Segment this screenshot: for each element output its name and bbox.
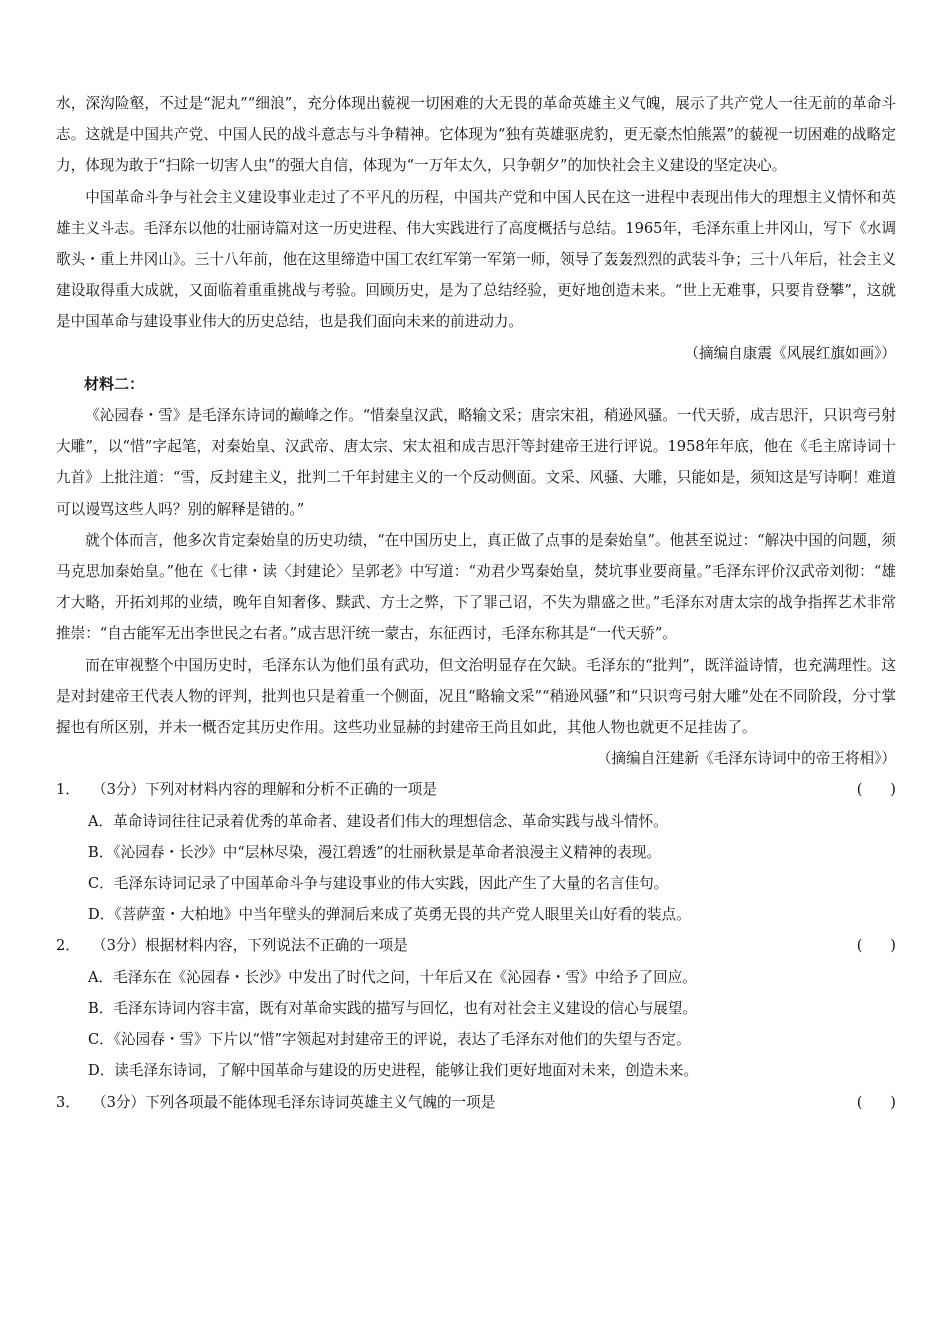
question-number: 2． bbox=[56, 937, 80, 955]
option-1a[interactable]: A．革命诗词往往记录着优秀的革命者、建设者们伟大的理想信念、革命实践与战斗情怀。 bbox=[88, 812, 668, 830]
question-1 bbox=[56, 774, 896, 805]
option-2a[interactable]: A．毛泽东在《沁园春・长沙》中发出了时代之问，十年后又在《沁园春・雪》中给予了回应。 bbox=[88, 968, 697, 986]
answer-bracket[interactable]: ( ) bbox=[856, 937, 896, 955]
option-2d[interactable]: D．读毛泽东诗词，了解中国革命与建设的历史进程，能够让我们更好地面对未来，创造未来。 bbox=[88, 1062, 699, 1080]
material1-source: （摘编自康震《风展红旗如画》） bbox=[684, 344, 896, 362]
exam-page bbox=[56, 88, 896, 1118]
question-stem: （3分）下列各项最不能体现毛泽东诗词英雄主义气魄的一项是 bbox=[92, 1093, 496, 1111]
question-number: 1． bbox=[56, 781, 80, 799]
question-stem: （3分）下列对材料内容的理解和分析不正确的一项是 bbox=[92, 781, 437, 799]
material1-paragraph-2: 中国革命斗争与社会主义建设事业走过了不平凡的历程，中国共产党和中国人民在这一进程中表现出伟大的理想主义情怀和英雄主义斗志。毛泽东以他的壮丽诗篇对这一历史进程、伟大实践进行了高度概括与总结。1965年，毛泽东重上井冈山，写下《水调歌头・重上井冈山》。三十八年前，他在这里缔造中国工农红军第一军第一师，领导了轰轰烈烈的武装斗争；三十八年后，社会主义建设取得重大成就，又面临着重重挑战与考验。回顾历史，是为了总结经验，更好地创造未来。“世上无难事，只要肯登攀”，这就是中国革命与建设事业伟大的历史总结，也是我们面向未来的前进动力。 bbox=[56, 188, 896, 331]
answer-bracket[interactable]: ( ) bbox=[856, 1093, 896, 1111]
question-2 bbox=[56, 930, 896, 961]
option-1d[interactable]: D．《菩萨蛮・大柏地》中当年壁头的弹洞后来成了英勇无畏的共产党人眼里关山好看的装点。 bbox=[88, 906, 691, 924]
option-2c[interactable]: C．《沁园春・雪》下片以“惜”字领起对封建帝王的评说，表达了毛泽东对他们的失望与否定。 bbox=[88, 1031, 691, 1049]
question-stem: （3分）根据材料内容，下列说法不正确的一项是 bbox=[92, 937, 408, 955]
material2-paragraph-2: 就个体而言，他多次肯定秦始皇的历史功绩，“在中国历史上，真正做了点事的是秦始皇”。他甚至说过：“解决中国的问题，须马克思加秦始皇。”他在《七律・读〈封建论〉呈郭老》中写道：“劝君少骂秦始皇，焚坑事业要商量。”毛泽东评价汉武帝刘彻：“雄才大略，开拓刘邦的业绩，晚年自知奢侈、黩武、方士之弊，下了罪己诏，不失为鼎盛之世。”毛泽东对唐太宗的战争指挥艺术非常推崇：“自古能军无出李世民之右者。”成吉思汗统一蒙古，东征西讨，毛泽东称其是“一代天骄”。 bbox=[56, 531, 896, 643]
answer-bracket[interactable]: ( ) bbox=[856, 781, 896, 799]
material2-paragraph-1: 《沁园春・雪》是毛泽东诗词的巅峰之作。“惜秦皇汉武，略输文采；唐宗宋祖，稍逊风骚。一代天骄，成吉思汗，只识弯弓射大雕”，以“惜”字起笔，对秦始皇、汉武帝、唐太宗、宋太祖和成吉思汗等封建帝王进行评说。1958年年底，他在《毛主席诗词十九首》上批注道：“雪，反封建主义，批判二千年封建主义的一个反动侧面。文采、风骚、大雕，只能如是，须知这是写诗啊！难道可以谩骂这些人吗？别的解释是错的。” bbox=[56, 407, 896, 518]
material2-heading: 材料二： bbox=[84, 374, 145, 393]
question-number: 3． bbox=[56, 1093, 80, 1111]
option-1c[interactable]: C．毛泽东诗词记录了中国革命斗争与建设事业的伟大实践，因此产生了大量的名言佳句。 bbox=[88, 875, 669, 893]
material2-paragraph-3: 而在审视整个中国历史时，毛泽东认为他们虽有武功，但文治明显存在欠缺。毛泽东的“批判”，既洋溢诗情，也充满理性。这是对封建帝王代表人物的评判，批判也只是着重一个侧面，况且“略输文采”“稍逊风骚”和“只识弯弓射大雕”处在不同阶段，分寸掌握也有所区别，并未一概否定其历史作用。这些功业显赫的封建帝王尚且如此，其他人物也就更不足挂齿了。 bbox=[56, 656, 896, 737]
material1-paragraph-1: 水，深沟险壑，不过是“泥丸”“细浪”，充分体现出藐视一切困难的大无畏的革命英雄主义气魄，展示了共产党人一往无前的革命斗志。这就是中国共产党、中国人民的战斗意志与斗争精神。它体现为“独有英雄驱虎豹，更无豪杰怕熊罴”的藐视一切困难的战略定力，体现为敢于“扫除一切害人虫”的强大自信，体现为“一万年太久，只争朝夕”的加快社会主义建设的坚定决心。 bbox=[56, 95, 896, 175]
option-1b[interactable]: B．《沁园春・长沙》中“层林尽染，漫江碧透”的壮丽秋景是革命者浪漫主义精神的表现。 bbox=[88, 843, 661, 861]
question-3 bbox=[56, 1087, 896, 1118]
material2-source: （摘编自汪建新《毛泽东诗词中的帝王将相》） bbox=[596, 750, 896, 768]
option-2b[interactable]: B．毛泽东诗词内容丰富，既有对革命实践的描写与回忆，也有对社会主义建设的信心与展望。 bbox=[88, 999, 698, 1017]
